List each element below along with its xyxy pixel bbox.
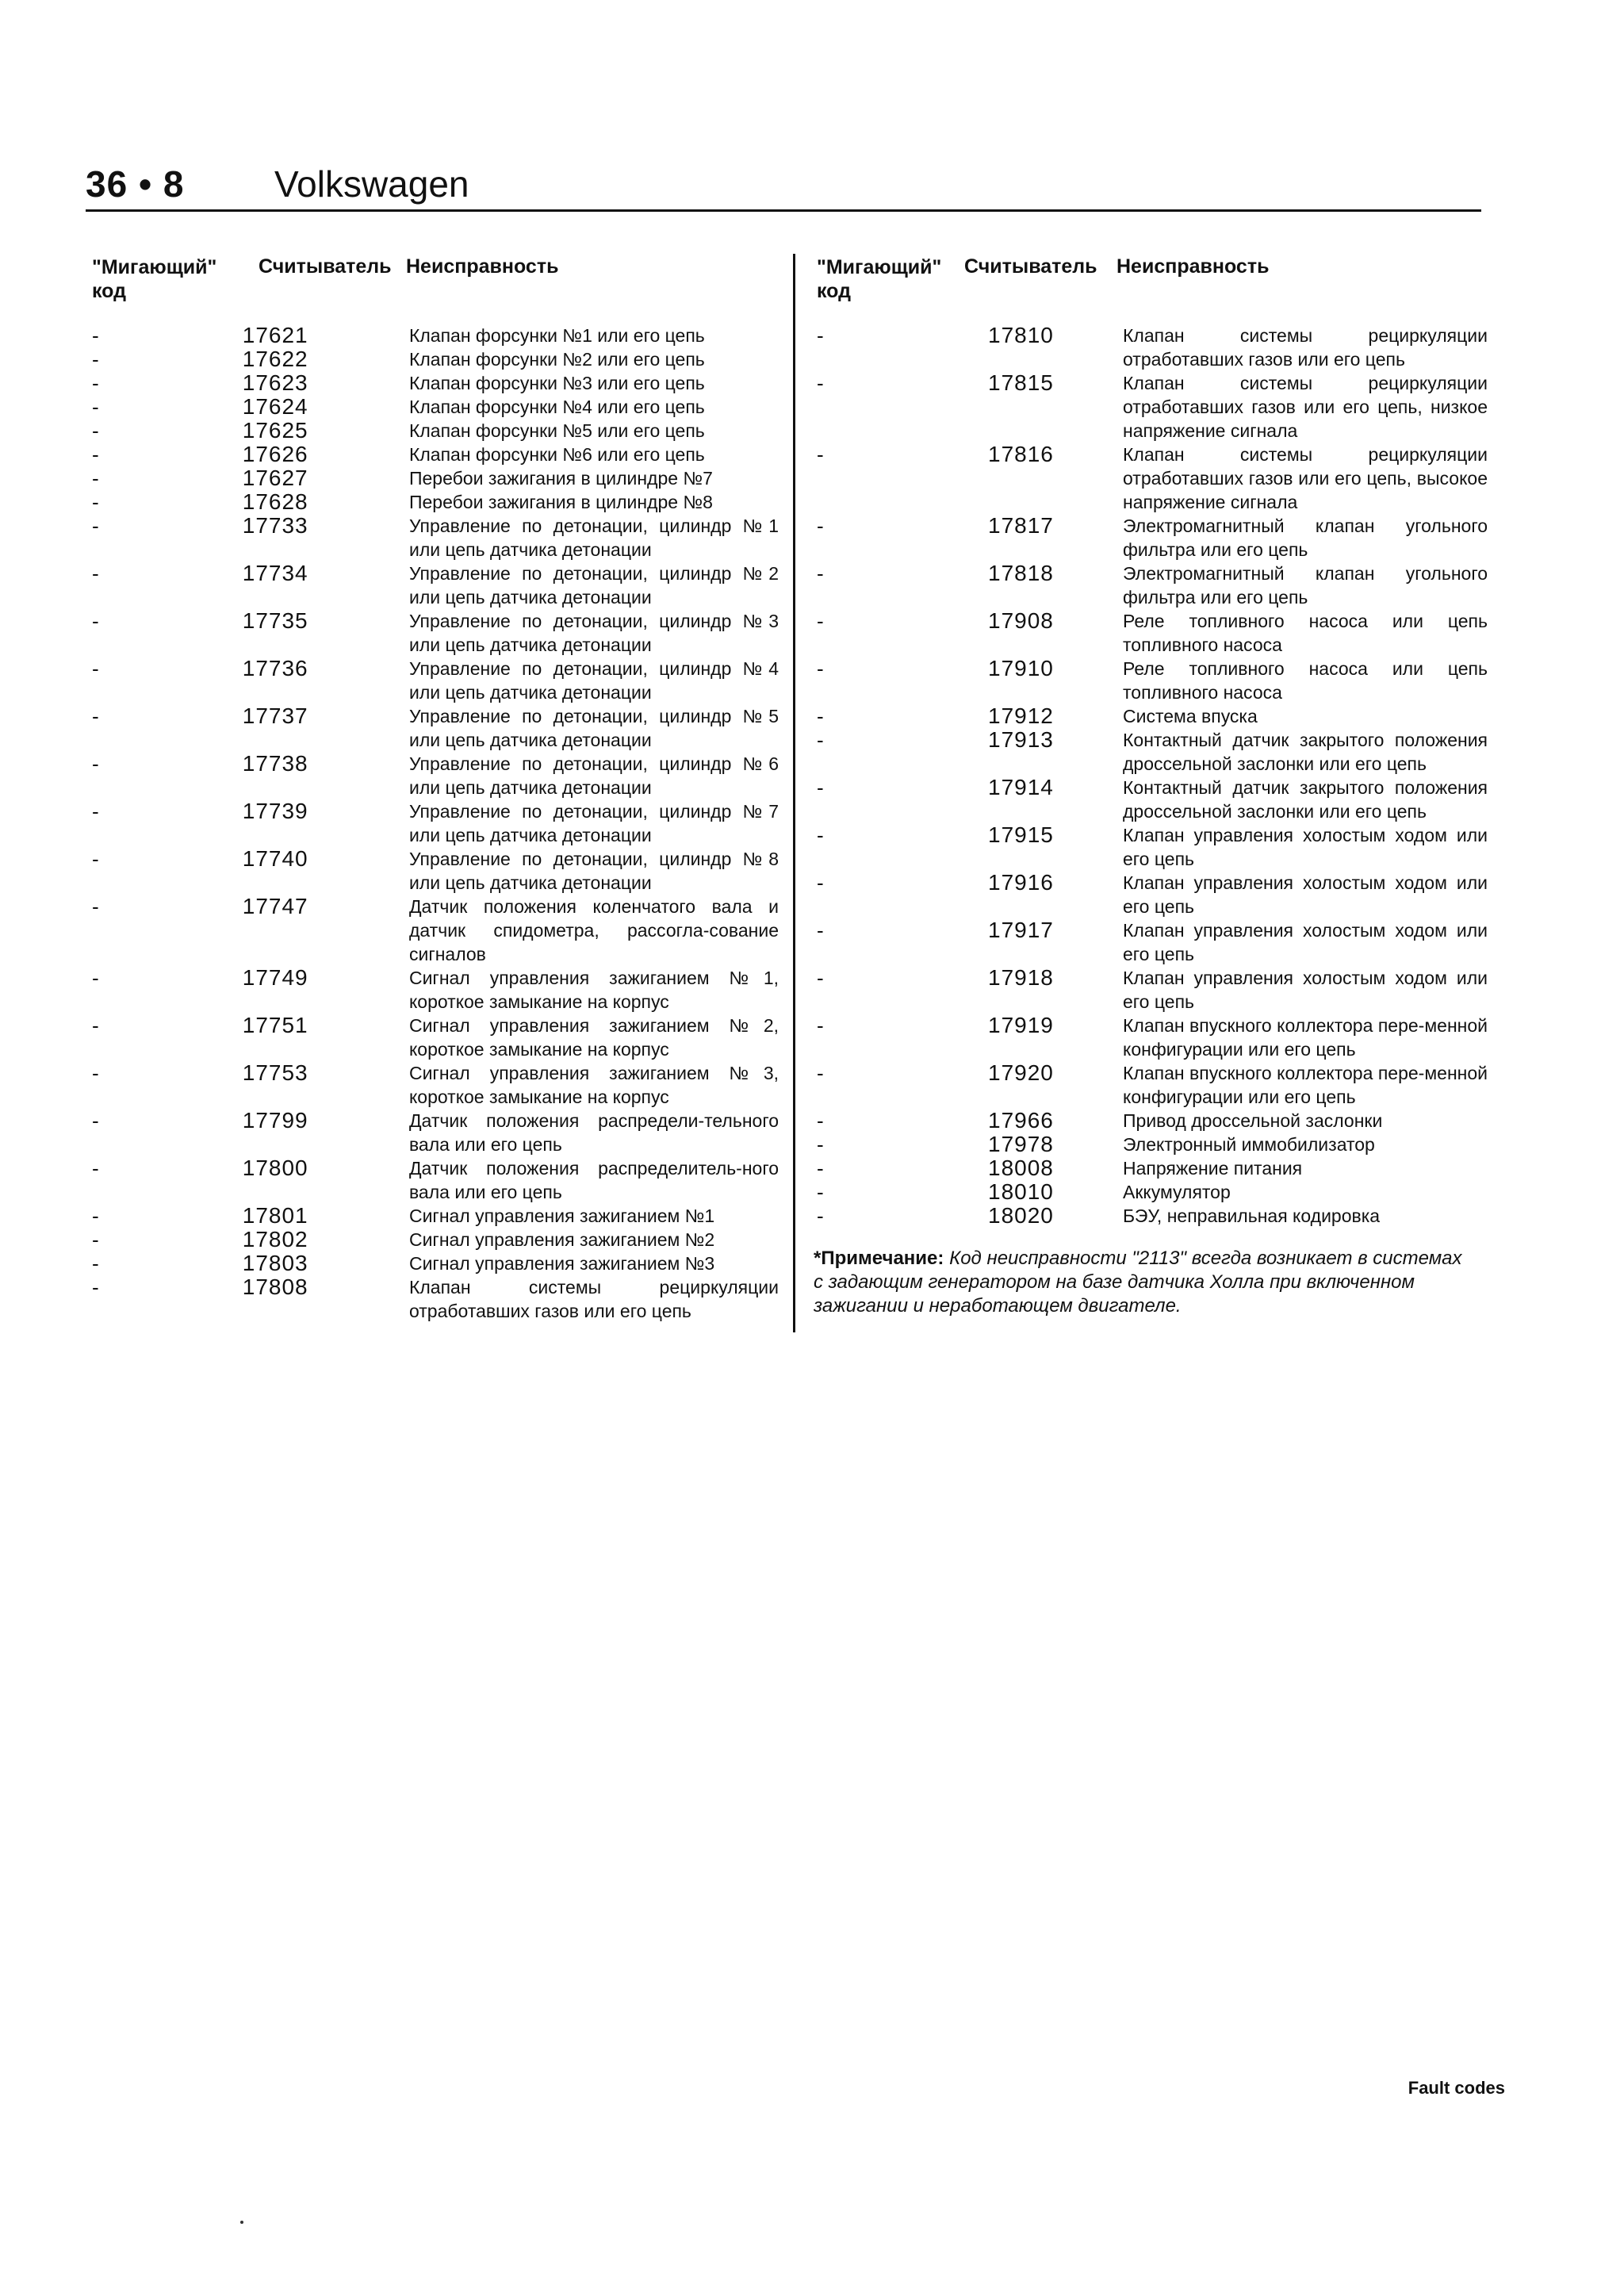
reader-code: 17624 <box>242 394 308 419</box>
dash-mark: - <box>92 443 99 466</box>
table-row <box>814 1180 1488 1204</box>
fault-description: Сигнал управления зажиганием №2, короткое замыкание на корпус <box>408 1015 779 1060</box>
fault-description: Клапан форсунки №4 или его цепь <box>408 397 705 417</box>
fault-description: Управление по детонации, цилиндр №6 или цепь датчика детонации <box>408 753 779 798</box>
fault-description: Электромагнитный клапан угольного фильтра или его цепь <box>1123 516 1488 560</box>
table-row <box>814 1204 1488 1228</box>
flash-code-heading: "Мигающий" код <box>92 256 217 302</box>
dash-mark: - <box>817 966 824 990</box>
fault-description: Датчик положения распредели-тельного вала или его цепь <box>408 1110 779 1155</box>
dash-mark: - <box>817 609 824 633</box>
fault-description: Управление по детонации, цилиндр №2 или цепь датчика детонации <box>408 563 779 608</box>
fault-description: Управление по детонации, цилиндр №3 или цепь датчика детонации <box>408 611 779 655</box>
table-row <box>89 562 779 609</box>
reader-code: 17810 <box>988 323 1054 347</box>
reader-code: 17738 <box>242 751 308 776</box>
dash-mark: - <box>817 776 824 799</box>
flash-code-heading: "Мигающий" код <box>817 256 942 302</box>
reader-code: 17734 <box>242 561 308 585</box>
fault-description: Клапан системы рециркуляции отработавших газов или его цепь, высокое напряжение сигнала <box>1123 444 1488 512</box>
reader-code: 17623 <box>242 370 308 395</box>
table-row <box>814 443 1488 514</box>
dash-mark: - <box>92 704 99 728</box>
fault-description: Контактный датчик закрытого положения дроссельной заслонки или его цепь <box>1123 730 1488 774</box>
dash-mark: - <box>817 371 824 395</box>
fault-description: Привод дроссельной заслонки <box>1123 1110 1383 1131</box>
fault-description: Электромагнитный клапан угольного фильтра или его цепь <box>1123 563 1488 608</box>
scan-speck <box>240 2221 243 2224</box>
table-row <box>814 1133 1488 1156</box>
table-row <box>814 562 1488 609</box>
fault-description: Сигнал управления зажиганием №1 <box>408 1205 715 1226</box>
reader-code: 17800 <box>242 1156 308 1180</box>
fault-description: Электронный иммобилизатор <box>1123 1134 1375 1155</box>
table-row <box>89 514 779 562</box>
reader-code: 17627 <box>242 466 308 490</box>
table-row <box>814 609 1488 657</box>
table-row <box>89 419 779 443</box>
fault-description: Аккумулятор <box>1123 1182 1231 1202</box>
dash-mark: - <box>92 1156 99 1180</box>
dash-mark: - <box>92 419 99 443</box>
table-row <box>814 871 1488 918</box>
fault-description: Управление по детонации, цилиндр №5 или цепь датчика детонации <box>408 706 779 750</box>
dash-mark: - <box>92 1109 99 1133</box>
left-fault-list <box>89 324 779 1323</box>
fault-description: Датчик положения коленчатого вала и датчик спидометра, рассогла-сование сигналов <box>408 896 779 964</box>
reader-code: 17737 <box>242 703 308 728</box>
dash-mark: - <box>817 657 824 680</box>
reader-code: 17815 <box>988 370 1054 395</box>
fault-heading: Неисправность <box>1116 255 1270 278</box>
reader-code: 17736 <box>242 656 308 680</box>
table-row <box>814 324 1488 371</box>
page-header <box>86 163 1481 210</box>
reader-code: 17753 <box>242 1060 308 1085</box>
fault-description: Клапан форсунки №6 или его цепь <box>408 444 705 465</box>
fault-description: Клапан управления холостым ходом или его цепь <box>1123 968 1488 1012</box>
table-row <box>89 1204 779 1228</box>
table-row <box>814 918 1488 966</box>
dash-mark: - <box>92 371 99 395</box>
table-row <box>89 371 779 395</box>
right-table-header <box>814 255 1488 312</box>
fault-description: Реле топливного насоса или цепь топливного насоса <box>1123 658 1488 703</box>
dash-mark: - <box>92 1061 99 1085</box>
dash-mark: - <box>817 1133 824 1156</box>
reader-code: 17739 <box>242 799 308 823</box>
table-row <box>89 895 779 966</box>
table-row <box>89 1228 779 1251</box>
fault-description: Напряжение питания <box>1123 1158 1303 1179</box>
fault-description: Клапан системы рециркуляции отработавших газов или его цепь <box>1123 325 1488 370</box>
fault-description: Система впуска <box>1123 706 1258 726</box>
dash-mark: - <box>817 918 824 942</box>
table-row <box>89 1014 779 1061</box>
fault-description: Сигнал управления зажиганием №2 <box>408 1229 715 1250</box>
reader-code: 17918 <box>988 965 1054 990</box>
fault-description: Контактный датчик закрытого положения дроссельной заслонки или его цепь <box>1123 777 1488 822</box>
reader-code: 17908 <box>988 608 1054 633</box>
dash-mark: - <box>817 514 824 538</box>
table-row <box>89 609 779 657</box>
reader-code: 17749 <box>242 965 308 990</box>
fault-description: Перебои зажигания в цилиндре №8 <box>408 492 713 512</box>
reader-code: 17747 <box>242 894 308 918</box>
reader-code: 17628 <box>242 489 308 514</box>
reader-code: 17808 <box>242 1274 308 1299</box>
reader-code: 17966 <box>988 1108 1054 1133</box>
dash-mark: - <box>817 562 824 585</box>
fault-heading: Неисправность <box>406 255 559 278</box>
table-row <box>814 1156 1488 1180</box>
table-row <box>89 1251 779 1275</box>
table-row <box>89 1275 779 1323</box>
fault-description: Сигнал управления зажиганием №3 <box>408 1253 715 1274</box>
dash-mark: - <box>817 1180 824 1204</box>
fault-description: Клапан системы рециркуляции отработавших газов или его цепь <box>408 1277 779 1321</box>
dash-mark: - <box>817 324 824 347</box>
fault-description: Клапан впускного коллектора пере-менной конфигурации или его цепь <box>1123 1015 1488 1060</box>
dash-mark: - <box>817 704 824 728</box>
reader-code: 17733 <box>242 513 308 538</box>
reader-code: 17920 <box>988 1060 1054 1085</box>
table-row <box>89 752 779 799</box>
reader-code: 17978 <box>988 1132 1054 1156</box>
table-row <box>89 966 779 1014</box>
reader-code: 17818 <box>988 561 1054 585</box>
footnote-label: *Примечание: <box>814 1248 944 1269</box>
fault-description: Клапан форсунки №5 или его цепь <box>408 420 705 441</box>
dash-mark: - <box>817 871 824 895</box>
reader-code: 17621 <box>242 323 308 347</box>
dash-mark: - <box>92 490 99 514</box>
dash-mark: - <box>92 1014 99 1037</box>
dash-mark: - <box>817 728 824 752</box>
table-row <box>89 1109 779 1156</box>
reader-code: 17626 <box>242 442 308 466</box>
reader-code: 17803 <box>242 1251 308 1275</box>
dash-mark: - <box>92 752 99 776</box>
reader-code: 18020 <box>988 1203 1054 1228</box>
dash-mark: - <box>92 799 99 823</box>
dash-mark: - <box>817 1204 824 1228</box>
table-row <box>814 704 1488 728</box>
dash-mark: - <box>92 514 99 538</box>
dash-mark: - <box>92 609 99 633</box>
fault-description: Управление по детонации, цилиндр №1 или цепь датчика детонации <box>408 516 779 560</box>
fault-description: Клапан форсунки №2 или его цепь <box>408 349 705 370</box>
table-row <box>814 823 1488 871</box>
table-row <box>89 347 779 371</box>
right-column <box>814 255 1488 1318</box>
fault-description: Клапан системы рециркуляции отработавших газов или его цепь, низкое напряжение сигнала <box>1123 373 1488 441</box>
dash-mark: - <box>817 823 824 847</box>
table-row <box>89 490 779 514</box>
fault-description: Клапан управления холостым ходом или его цепь <box>1123 825 1488 869</box>
dash-mark: - <box>92 1251 99 1275</box>
table-row <box>89 1061 779 1109</box>
table-row <box>814 728 1488 776</box>
fault-description: Клапан впускного коллектора пере-менной конфигурации или его цепь <box>1123 1063 1488 1107</box>
fault-description: Сигнал управления зажиганием №1, короткое замыкание на корпус <box>408 968 779 1012</box>
right-fault-list <box>814 324 1488 1228</box>
dash-mark: - <box>92 1275 99 1299</box>
table-row <box>814 776 1488 823</box>
reader-code: 17622 <box>242 347 308 371</box>
dash-mark: - <box>92 847 99 871</box>
fault-description: Перебои зажигания в цилиндре №7 <box>408 468 713 489</box>
dash-mark: - <box>92 466 99 490</box>
fault-description: Реле топливного насоса или цепь топливного насоса <box>1123 611 1488 655</box>
reader-code: 17625 <box>242 418 308 443</box>
reader-code: 17917 <box>988 918 1054 942</box>
dash-mark: - <box>92 1204 99 1228</box>
reader-code: 17817 <box>988 513 1054 538</box>
page-number: 36 • 8 <box>86 163 185 205</box>
reader-code: 17751 <box>242 1013 308 1037</box>
reader-code: 17801 <box>242 1203 308 1228</box>
fault-description: Сигнал управления зажиганием №3, короткое замыкание на корпус <box>408 1063 779 1107</box>
dash-mark: - <box>92 562 99 585</box>
dash-mark: - <box>817 443 824 466</box>
table-row <box>814 371 1488 443</box>
left-column <box>89 255 779 1323</box>
fault-description: Управление по детонации, цилиндр №7 или цепь датчика детонации <box>408 801 779 845</box>
table-row <box>814 657 1488 704</box>
fault-description: БЭУ, неправильная кодировка <box>1123 1205 1381 1226</box>
reader-heading: Считыватель <box>964 255 1097 278</box>
dash-mark: - <box>817 1061 824 1085</box>
table-row <box>89 443 779 466</box>
dash-mark: - <box>92 895 99 918</box>
fault-description: Клапан управления холостым ходом или его цепь <box>1123 920 1488 964</box>
reader-code: 17816 <box>988 442 1054 466</box>
reader-code: 17740 <box>242 846 308 871</box>
dash-mark: - <box>92 395 99 419</box>
dash-mark: - <box>817 1109 824 1133</box>
table-row <box>814 1109 1488 1133</box>
left-table-header <box>89 255 779 312</box>
dash-mark: - <box>817 1014 824 1037</box>
table-row <box>814 514 1488 562</box>
reader-heading: Считыватель <box>259 255 392 278</box>
fault-description: Датчик положения распределитель-ного вала или его цепь <box>408 1158 779 1202</box>
table-row <box>814 1014 1488 1061</box>
table-row <box>89 847 779 895</box>
dash-mark: - <box>817 1156 824 1180</box>
fault-description: Управление по детонации, цилиндр №4 или цепь датчика детонации <box>408 658 779 703</box>
footnote <box>814 1247 1472 1318</box>
dash-mark: - <box>92 347 99 371</box>
dash-mark: - <box>92 324 99 347</box>
dash-mark: - <box>92 657 99 680</box>
reader-code: 17910 <box>988 656 1054 680</box>
reader-code: 17799 <box>242 1108 308 1133</box>
fault-description: Клапан форсунки №3 или его цепь <box>408 373 705 393</box>
table-row <box>89 466 779 490</box>
reader-code: 17916 <box>988 870 1054 895</box>
footnote-text: Код неисправности "2113" всегда возникает в системах с задающим генератором на базе датчика Холла при включенном зажигании и неработающем двигателе. <box>814 1248 1462 1317</box>
fault-description: Клапан форсунки №1 или его цепь <box>408 325 705 346</box>
fault-description: Клапан управления холостым ходом или его цепь <box>1123 872 1488 917</box>
reader-code: 17735 <box>242 608 308 633</box>
header-rule <box>86 209 1481 212</box>
dash-mark: - <box>92 1228 99 1251</box>
table-row <box>814 1061 1488 1109</box>
table-row <box>89 395 779 419</box>
column-divider <box>793 254 795 1332</box>
reader-code: 18008 <box>988 1156 1054 1180</box>
table-row <box>89 799 779 847</box>
reader-code: 17915 <box>988 822 1054 847</box>
dash-mark: - <box>92 966 99 990</box>
reader-code: 17912 <box>988 703 1054 728</box>
table-row <box>89 1156 779 1204</box>
reader-code: 17914 <box>988 775 1054 799</box>
fault-description: Управление по детонации, цилиндр №8 или цепь датчика детонации <box>408 849 779 893</box>
table-row <box>89 324 779 347</box>
table-row <box>814 966 1488 1014</box>
section-footer: Fault codes <box>1408 2078 1505 2098</box>
reader-code: 17802 <box>242 1227 308 1251</box>
reader-code: 17913 <box>988 727 1054 752</box>
reader-code: 18010 <box>988 1179 1054 1204</box>
reader-code: 17919 <box>988 1013 1054 1037</box>
table-row <box>89 704 779 752</box>
table-row <box>89 657 779 704</box>
book-title: Volkswagen <box>274 163 469 205</box>
